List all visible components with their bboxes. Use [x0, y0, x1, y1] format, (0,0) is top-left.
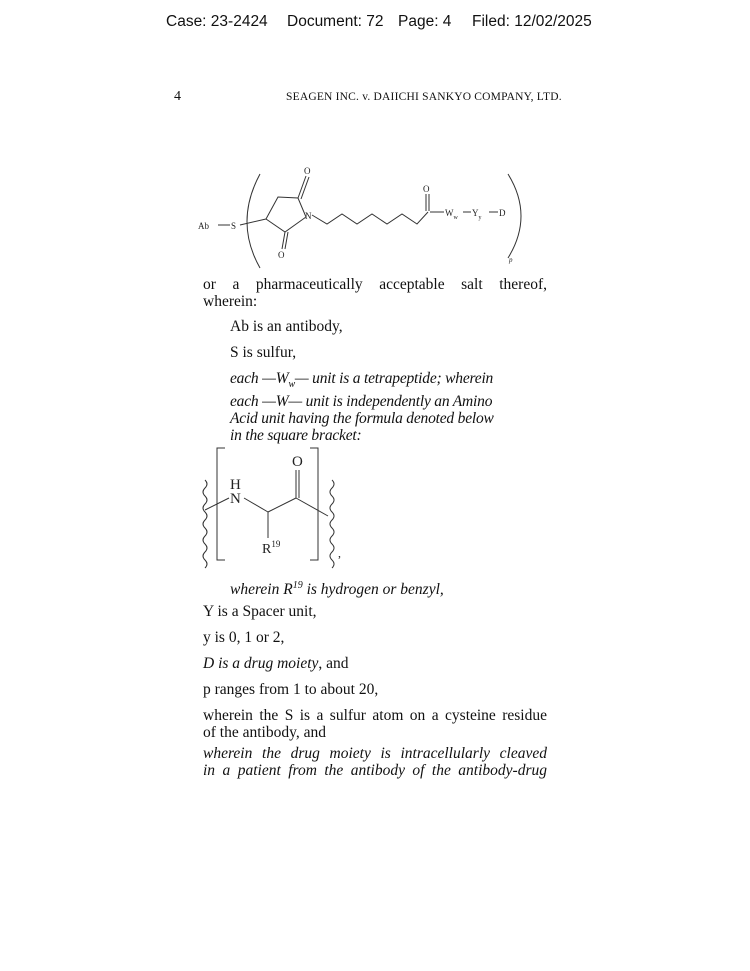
- structure-comma: ,: [338, 546, 341, 560]
- nitrogen-label: N: [305, 211, 312, 221]
- case-number: Case: 23-2424: [166, 13, 268, 30]
- sulfur-label: S: [231, 221, 237, 231]
- r19-label: $R^{19}$: [262, 539, 281, 557]
- carbonyl-oxygen-label: O: [292, 454, 303, 470]
- def-sulfur: S is sulfur,: [230, 344, 297, 361]
- def-spacer: Y is a Spacer unit,: [203, 603, 317, 620]
- page-label: Page: 4: [398, 13, 452, 30]
- intro-paragraph: or a pharmaceutically acceptable salt thereof, wherein:: [203, 276, 547, 310]
- oxygen-top-label: O: [304, 166, 311, 176]
- def-cysteine: wherein the S is a sulfur atom on a cysteine residue of the antibody, and: [203, 707, 547, 741]
- def-w-unit: each $—W_w—$ unit is a tetrapeptide; wherein each —W— unit is independently an Amino Acid unit having the formula denoted below in the square bracket:: [230, 370, 494, 445]
- def-drug: D is a drug moiety, and: [203, 655, 349, 672]
- amine-nitrogen-label: N: [230, 491, 241, 507]
- p-subscript-label: p: [509, 256, 513, 264]
- hydrogen-label: H: [230, 477, 241, 493]
- ab-label: Ab: [198, 221, 209, 231]
- def-y-range: y is 0, 1 or 2,: [203, 629, 285, 646]
- document-number: Document: 72: [287, 13, 384, 30]
- def-p-range: p ranges from 1 to about 20,: [203, 681, 379, 698]
- drug-label: D: [499, 208, 506, 218]
- case-header: [0, 10, 750, 36]
- oxygen-carbonyl-label: O: [423, 184, 430, 194]
- conjugate-structure: [190, 160, 550, 270]
- w-unit-label: $W_w$: [445, 208, 458, 221]
- oxygen-bottom-label: O: [278, 250, 285, 260]
- filed-date: Filed: 12/02/2025: [472, 13, 592, 30]
- def-cleavage: wherein the drug moiety is intracellularly cleaved in a patient from the antibody of the antibody-drug: [203, 745, 547, 779]
- r19-definition: wherein $R^{19}$ is hydrogen or benzyl,: [230, 580, 444, 599]
- def-antibody: Ab is an antibody,: [230, 318, 343, 335]
- running-title: SEAGEN INC. v. DAIICHI SANKYO COMPANY, LTD.: [286, 91, 562, 103]
- page-number: 4: [174, 89, 181, 104]
- y-unit-label: $Y_y$: [472, 208, 482, 221]
- amino-acid-structure: [195, 442, 365, 572]
